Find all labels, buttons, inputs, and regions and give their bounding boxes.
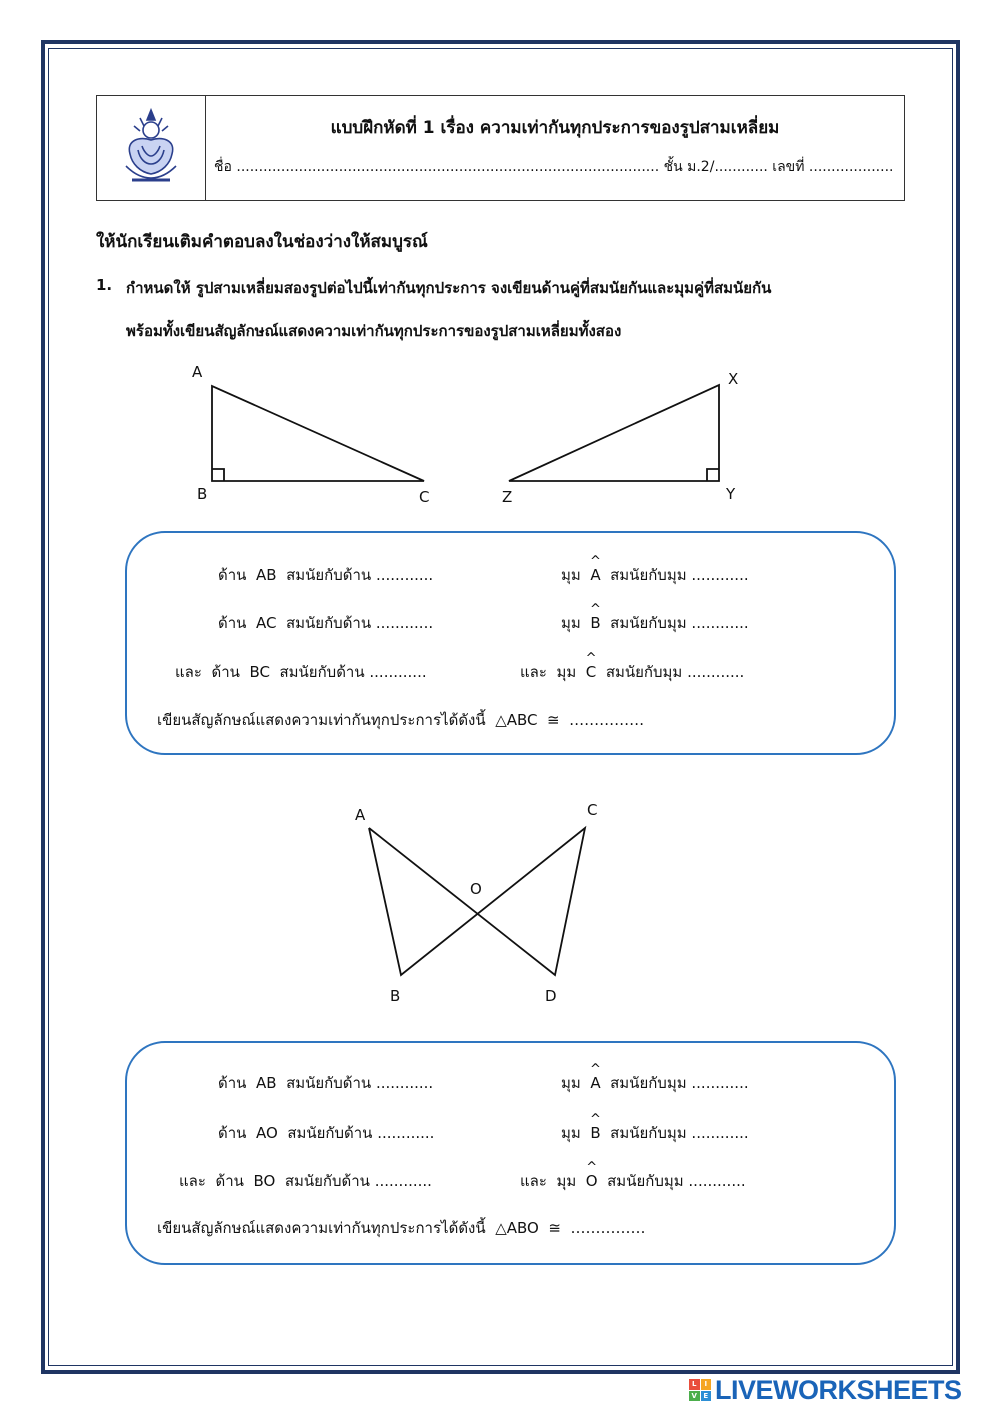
congruence-blank[interactable]: …………… xyxy=(569,711,645,729)
answer-blank[interactable]: ............ xyxy=(691,1124,749,1142)
label-x: X xyxy=(728,370,739,388)
name-blank[interactable]: ............................................................................................... xyxy=(236,159,660,175)
box1-angle-row-3: และ มุม ^ C สมนัยกับมุม ............ xyxy=(520,660,744,684)
instruction-text: ให้นักเรียนเติมคำตอบลงในช่องว่างให้สมบูรณ์ xyxy=(96,232,428,252)
question-number: 1. xyxy=(96,276,113,294)
answer-blank[interactable]: ............ xyxy=(691,1074,749,1092)
right-angle-mark-y xyxy=(707,469,719,481)
box2-angle-row-3: และ มุม ^ O สมนัยกับมุม ............ xyxy=(520,1169,746,1193)
box1-congruence-row: เขียนสัญลักษณ์แสดงความเท่ากันทุกประการได้ดังนี้ △ABC ≅ …………… xyxy=(157,711,645,729)
number-label: เลขที่ xyxy=(772,159,805,175)
answer-blank[interactable]: ............ xyxy=(691,566,749,584)
name-label: ชื่อ xyxy=(214,159,232,175)
figure-bowtie-triangles xyxy=(0,790,1000,1020)
answer-blank[interactable]: ............ xyxy=(369,663,427,681)
label-c: C xyxy=(587,801,598,819)
label-o: O xyxy=(470,880,482,898)
box1-side-row-3: และ ด้าน BC สมนัยกับด้าน ............ xyxy=(175,663,427,681)
angle-o: ^ O xyxy=(586,1172,598,1190)
box1-angle-row-2: มุม ^ B สมนัยกับมุม ............ xyxy=(561,611,749,635)
triangle-abc xyxy=(212,386,424,481)
label-a: A xyxy=(355,806,366,824)
liveworksheets-badge-icon: L I V E xyxy=(689,1379,711,1401)
box1-side-row-1: ด้าน AB สมนัยกับด้าน ............ xyxy=(218,566,434,584)
triangle-xyz xyxy=(509,385,719,481)
box2-side-row-3: และ ด้าน BO สมนัยกับด้าน ............ xyxy=(179,1172,432,1190)
congruent-symbol: ≅ xyxy=(548,1219,561,1237)
box2-congruence-row: เขียนสัญลักษณ์แสดงความเท่ากันทุกประการได้ดังนี้ △ABO ≅ …………… xyxy=(157,1219,646,1237)
answer-blank[interactable]: ............ xyxy=(375,566,434,584)
liveworksheets-text: LIVEWORKSHEETS xyxy=(715,1374,962,1405)
box2-side-row-2: ด้าน AO สมนัยกับด้าน ............ xyxy=(218,1124,435,1142)
class-label: ชั้น ม.2/ xyxy=(663,159,715,175)
angle-a: ^ A xyxy=(590,1074,600,1092)
right-angle-mark-b xyxy=(212,469,224,481)
angle-c: ^ C xyxy=(586,663,596,681)
number-blank[interactable]: ................... xyxy=(808,159,894,175)
box1-angle-row-1: มุม ^ A สมนัยกับมุม ............ xyxy=(561,563,749,587)
label-b: B xyxy=(390,987,401,1005)
angle-b: ^ B xyxy=(590,1124,600,1142)
figure-right-triangles xyxy=(0,0,1000,520)
box2-angle-row-1: มุม ^ A สมนัยกับมุม ............ xyxy=(561,1071,749,1095)
angle-b: ^ B xyxy=(590,614,600,632)
liveworksheets-logo[interactable] xyxy=(689,1372,989,1408)
congruent-symbol: ≅ xyxy=(547,711,560,729)
answer-box-1 xyxy=(125,531,896,755)
question-line-1: กำหนดให้ รูปสามเหลี่ยมสองรูปต่อไปนี้เท่ากันทุกประการ จงเขียนด้านคู่ที่สมนัยกันและมุมคู่ที่สมนัยกัน xyxy=(126,279,772,297)
box2-angle-row-2: มุม ^ B สมนัยกับมุม ............ xyxy=(561,1121,749,1145)
question-line-2: พร้อมทั้งเขียนสัญลักษณ์แสดงความเท่ากันทุกประการของรูปสามเหลี่ยมทั้งสอง xyxy=(126,322,622,340)
label-d: D xyxy=(545,987,557,1005)
answer-box-2 xyxy=(125,1041,896,1265)
box2-side-row-1: ด้าน AB สมนัยกับด้าน ............ xyxy=(218,1074,434,1092)
label-y: Y xyxy=(726,485,736,503)
answer-blank[interactable]: ............ xyxy=(374,1172,432,1190)
label-a: A xyxy=(192,363,203,381)
worksheet-title: แบบฝึกหัดที่ 1 เรื่อง ความเท่ากันทุกประการของรูปสามเหลี่ยม xyxy=(330,118,780,138)
label-z: Z xyxy=(502,488,513,506)
box1-side-row-2: ด้าน AC สมนัยกับด้าน ............ xyxy=(218,614,434,632)
label-b: B xyxy=(197,485,208,503)
answer-blank[interactable]: ............ xyxy=(377,1124,435,1142)
class-blank[interactable]: ............ xyxy=(714,159,768,175)
answer-blank[interactable]: ............ xyxy=(687,663,745,681)
bowtie-lines xyxy=(369,828,585,975)
label-c: C xyxy=(419,488,430,506)
answer-blank[interactable]: ............ xyxy=(688,1172,746,1190)
angle-a: ^ A xyxy=(590,566,600,584)
congruence-blank[interactable]: …………… xyxy=(570,1219,646,1237)
answer-blank[interactable]: ............ xyxy=(375,1074,434,1092)
answer-blank[interactable]: ............ xyxy=(375,614,434,632)
answer-blank[interactable]: ............ xyxy=(691,614,749,632)
